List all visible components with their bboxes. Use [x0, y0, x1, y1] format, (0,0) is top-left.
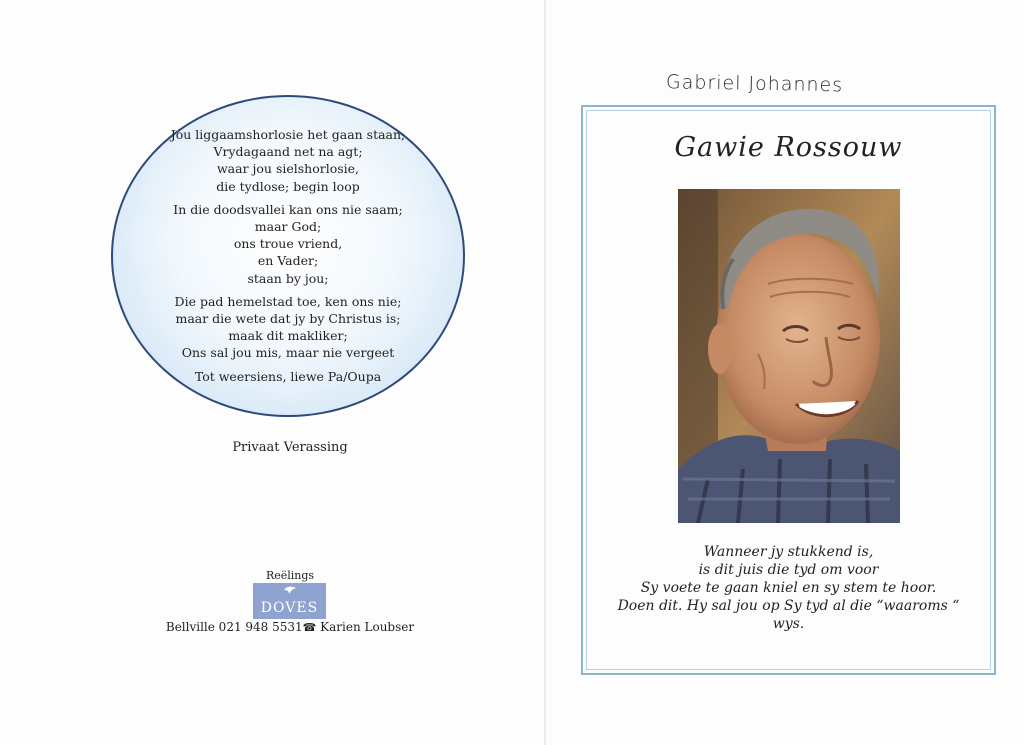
poem-line: Ons sal jou mis, maar nie vergeet — [181, 345, 395, 361]
poem-line: Vrydagaand net na agt; — [213, 144, 363, 160]
poem-line: staan by jou; — [247, 270, 329, 286]
doves-logo — [253, 583, 326, 619]
poem-stanza-3 — [111, 293, 465, 362]
service-note: Privaat Verassing — [232, 440, 348, 455]
verse-line: Doen dit. Hy sal jou op Sy tyd al die “waaroms “ — [617, 598, 960, 614]
handwritten-name: Gabriel Johannes — [665, 71, 844, 97]
poem-line: en Vader; — [257, 253, 319, 269]
verse-line: wys. — [772, 616, 805, 632]
poem-line: waar jou sielshorlosie, — [216, 161, 360, 177]
contact-phone: Bellville 021 948 5531 — [165, 620, 303, 634]
poem-stanza-1 — [111, 126, 465, 195]
poem-line: maar die wete dat jy by Christus is; — [175, 311, 401, 327]
portrait-illustration — [678, 189, 900, 523]
verse-line: Sy voete te gaan kniel en sy stem te hoor. — [640, 580, 937, 596]
portrait-photo — [678, 189, 900, 523]
poem-line: maak dit makliker; — [228, 328, 348, 344]
dove-icon-svg — [283, 584, 297, 596]
doves-logo-text: DOVES — [260, 600, 319, 616]
dove-icon — [253, 584, 326, 600]
phone-icon: ☎ — [302, 621, 317, 634]
poem-stanza-2 — [111, 201, 465, 287]
verse-line: Wanneer jy stukkend is, — [703, 544, 874, 560]
poem-line: die tydlose; begin loop — [216, 178, 360, 194]
undertaker-label: Reëlings — [265, 569, 315, 582]
poem-line: Die pad hemelstad toe, ken ons nie; — [174, 293, 402, 309]
poem — [111, 126, 465, 391]
poem-line: ons troue vriend, — [233, 236, 343, 252]
verse — [586, 543, 991, 633]
poem-stanza-4 — [111, 368, 465, 385]
contact-person: Karien Loubser — [316, 620, 415, 634]
undertaker-contact — [0, 620, 580, 634]
poem-line: Tot weersiens, liewe Pa/Oupa — [194, 368, 382, 384]
poem-line: In die doodsvallei kan ons nie saam; — [173, 201, 403, 217]
poem-line: Jou liggaamshorlosie het gaan staan; — [170, 127, 406, 142]
verse-line: is dit juis die tyd om voor — [698, 562, 879, 578]
poem-line: maar God; — [254, 219, 322, 235]
deceased-name: Gawie Rossouw — [674, 132, 903, 163]
